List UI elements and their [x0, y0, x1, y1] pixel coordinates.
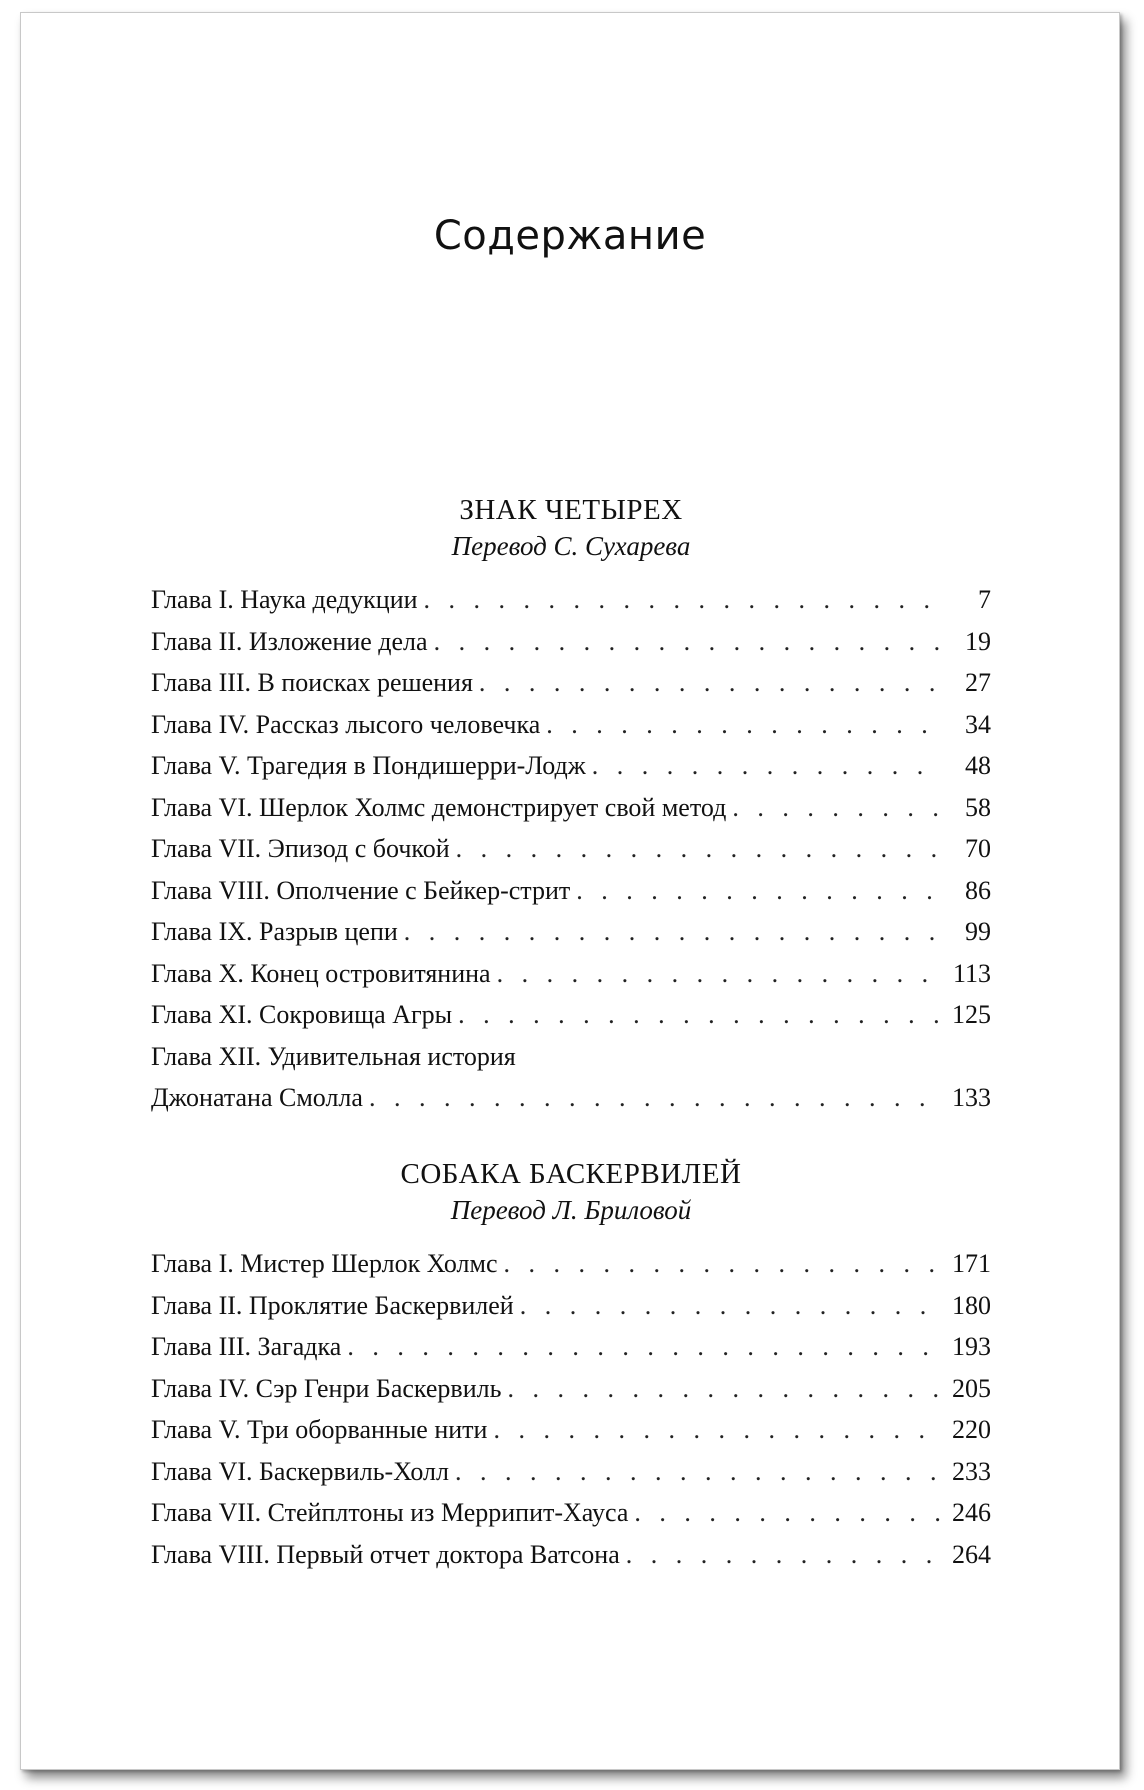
toc-section-sign-of-four: [151, 491, 991, 1119]
toc-entry-page: 246: [952, 1498, 991, 1527]
toc-entry-label: Глава VI. Баскервиль-Холл: [151, 1456, 449, 1486]
dot-leader: [434, 621, 943, 663]
toc-entry[interactable]: [151, 828, 991, 870]
toc-entry-label: Глава IX. Разрыв цепи: [151, 917, 398, 946]
toc-entry[interactable]: [151, 704, 991, 746]
toc-entry-page: 7: [978, 585, 991, 614]
section-title: ЗНАК ЧЕТЫРЕХ: [459, 494, 683, 526]
toc-entry-page: 70: [965, 834, 991, 863]
toc-entry-page: 99: [965, 917, 991, 946]
toc-entry[interactable]: [151, 579, 991, 621]
toc-entry-page: 113: [952, 958, 991, 988]
toc-entry-page: 19: [965, 626, 991, 656]
toc-entry-label: Глава X. Конец островитянина: [151, 958, 491, 988]
toc-entry-page: 133: [952, 1083, 991, 1112]
toc-entry-label: Глава III. В поисках решения: [151, 668, 473, 697]
dot-leader: [507, 1368, 943, 1410]
toc-entry[interactable]: [151, 621, 991, 663]
toc-entry-page: 58: [965, 792, 991, 822]
toc-entry[interactable]: [151, 1243, 991, 1285]
toc-entry-label: Глава II. Изложение дела: [151, 626, 428, 656]
dot-leader: [520, 1285, 943, 1327]
toc-entry[interactable]: [151, 1451, 991, 1493]
toc-entry-page: 220: [952, 1415, 991, 1444]
toc-entry-page: 180: [952, 1290, 991, 1320]
dot-leader: [504, 1243, 944, 1285]
toc-entry-label: Глава VIII. Первый отчет доктора Ватсона: [151, 1539, 620, 1569]
toc-entry-page: 171: [952, 1249, 991, 1278]
toc-entry-page: 233: [952, 1456, 991, 1486]
dot-leader: [576, 870, 943, 912]
dot-leader: [479, 662, 943, 704]
toc-entry-label: Глава III. Загадка: [151, 1332, 342, 1361]
toc-entry-page: 34: [965, 709, 991, 739]
toc-entry[interactable]: [151, 994, 991, 1036]
toc-entry-page: 193: [952, 1332, 991, 1361]
toc-entry-page: 205: [952, 1373, 991, 1403]
toc-entry-page: 27: [965, 668, 991, 697]
toc-entry-label: Глава VIII. Ополчение с Бейкер-стрит: [151, 875, 571, 905]
toc-entry[interactable]: [151, 1077, 991, 1119]
section-translator: Перевод Л. Бриловой: [450, 1195, 692, 1225]
toc-entry[interactable]: [151, 1492, 991, 1534]
dot-leader: [455, 1451, 943, 1493]
toc-entry-label: Глава IV. Рассказ лысого человечка: [151, 709, 541, 739]
toc-entry-label: Глава II. Проклятие Баскервилей: [151, 1290, 514, 1320]
toc-entry-continued-line[interactable]: Глава XII. Удивительная история: [151, 1041, 516, 1071]
dot-leader: [456, 828, 943, 870]
toc-entry-label: Глава VII. Эпизод с бочкой: [151, 834, 450, 863]
toc-entry[interactable]: [151, 911, 991, 953]
toc-entry[interactable]: [151, 1409, 991, 1451]
dot-leader: [546, 704, 943, 746]
toc-entry-label: Глава I. Наука дедукции: [151, 585, 418, 614]
dot-leader: [347, 1326, 943, 1368]
toc-entry-page: 125: [952, 1000, 991, 1029]
dot-leader: [369, 1077, 943, 1119]
toc-entry[interactable]: [151, 1534, 991, 1576]
toc-entry-label: Глава V. Три оборванные нити: [151, 1415, 488, 1444]
toc-entry[interactable]: [151, 787, 991, 829]
toc-entry-label: Глава XI. Сокровища Агры: [151, 1000, 453, 1029]
toc-entry-page: 48: [965, 751, 991, 780]
dot-leader: [732, 787, 943, 829]
toc-entry[interactable]: [151, 1368, 991, 1410]
dot-leader: [497, 953, 943, 995]
dot-leader: [404, 911, 943, 953]
toc-entry-label: Глава I. Мистер Шерлок Холмс: [151, 1249, 498, 1278]
toc-entry-label: Джонатана Смолла: [151, 1083, 363, 1112]
toc-entry[interactable]: [151, 953, 991, 995]
toc-entry[interactable]: [151, 662, 991, 704]
toc-entry-page: 86: [965, 875, 991, 905]
dot-leader: [493, 1409, 943, 1451]
dot-leader: [424, 579, 943, 621]
toc-entry-label: Глава VII. Стейплтоны из Меррипит-Хауса: [151, 1498, 629, 1527]
section-title: СОБАКА БАСКЕРВИЛЕЙ: [400, 1158, 742, 1190]
toc-entry[interactable]: [151, 745, 991, 787]
page-title: Содержание: [433, 213, 707, 259]
section-translator: Перевод С. Сухарева: [451, 531, 691, 561]
toc-entry-label: Глава V. Трагедия в Пондишерри-Лодж: [151, 751, 586, 780]
book-page: [20, 12, 1120, 1770]
toc-entry[interactable]: [151, 870, 991, 912]
toc-entry-label: Глава VI. Шерлок Холмс демонстрирует свой метод: [151, 792, 727, 822]
toc-entry[interactable]: [151, 1285, 991, 1327]
dot-leader: [592, 745, 943, 787]
dot-leader: [458, 994, 943, 1036]
dot-leader: [626, 1534, 943, 1576]
dot-leader: [634, 1492, 943, 1534]
toc-entry-page: 264: [952, 1539, 991, 1569]
toc-section-hound-of-baskervilles: [151, 1155, 991, 1575]
toc-entry[interactable]: [151, 1326, 991, 1368]
toc-entry-label: Глава IV. Сэр Генри Баскервиль: [151, 1373, 502, 1403]
